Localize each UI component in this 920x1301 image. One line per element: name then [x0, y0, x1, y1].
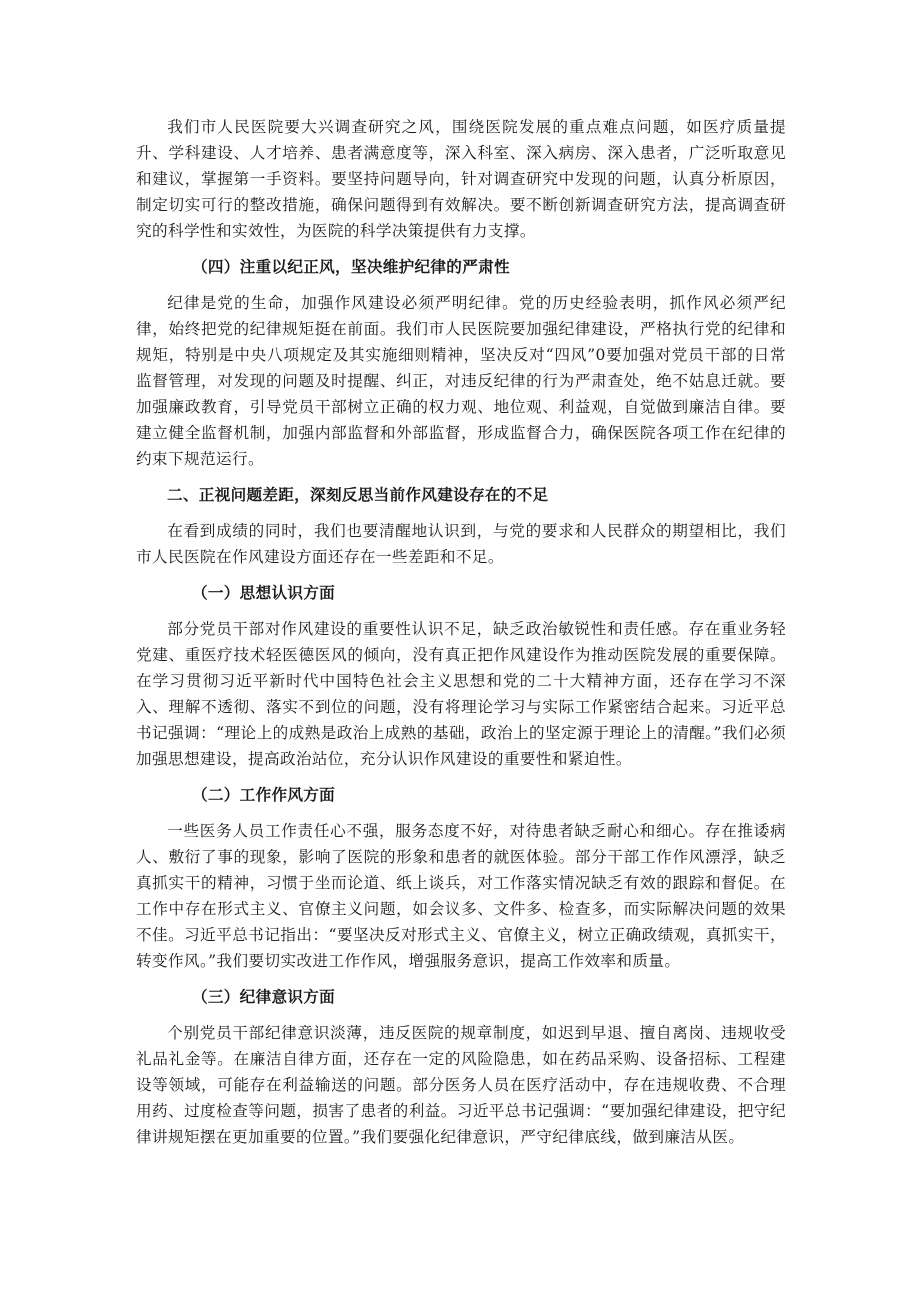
paragraph-research: 我们市人民医院要大兴调查研究之风，围绕医院发展的重点难点问题，如医疗质量提升、学科建设、人才培养、患者满意度等，深入科室、深入病房、深入患者，广泛听取意见和建议，掌握第一手资料。要坚持问题导向，针对调查研究中发现的问题，认真分析原因，制定切实可行的整改措施，确保问题得到有效解决。要不断创新调查研究方法，提高调查研究的科学性和实效性，为医院的科学决策提供有力支撑。: [136, 118, 786, 240]
paragraph-shortcomings-intro: 在看到成绩的同时，我们也要清醒地认识到，与党的要求和人民群众的期望相比，我们市人民医院在作风建设方面还存在一些差距和不足。: [136, 522, 786, 566]
paragraph-discipline-awareness: 个别党员干部纪律意识淡薄，违反医院的规章制度，如迟到早退、擅自离岗、违规收受礼品礼金等。在廉洁自律方面，还存在一定的风险隐患，如在药品采购、设备招标、工程建设等领域，可能存在利益输送的问题。部分医务人员在医疗活动中，存在违规收费、不合理用药、过度检查等问题，损害了患者的利益。习近平总书记强调：“要加强纪律建设，把守纪律讲规矩摆在更加重要的位置。”我们要强化纪律意识，严守纪律底线，做到廉洁从医。: [136, 1024, 786, 1146]
heading-section-two: 二、正视问题差距，深刻反思当前作风建设存在的不足: [167, 486, 549, 504]
heading-discipline-awareness: （三）纪律意识方面: [192, 988, 336, 1006]
heading-discipline-four: （四）注重以纪正风，坚决维护纪律的严肃性: [192, 258, 510, 276]
heading-ideology: （一）思想认识方面: [192, 584, 336, 602]
paragraph-discipline: 纪律是党的生命，加强作风建设必须严明纪律。党的历史经验表明，抓作风必须严纪律，始终把党的纪律规矩挺在前面。我们市人民医院要加强纪律建设，严格执行党的纪律和规矩，特别是中央八项规定及其实施细则精神，坚决反对“四风”0要加强对党员干部的日常监督管理，对发现的问题及时提醒、纠正，对违反纪律的行为严肃查处，绝不姑息迁就。要加强廉政教育，引导党员干部树立正确的权力观、地位观、利益观，自觉做到廉洁自律。要建立健全监督机制，加强内部监督和外部监督，形成监督合力，确保医院各项工作在纪律的约束下规范运行。: [136, 294, 786, 468]
document-body: [136, 114, 786, 1150]
paragraph-ideology: 部分党员干部对作风建设的重要性认识不足，缺乏政治敏锐性和责任感。存在重业务轻党建、重医疗技术轻医德医风的倾向，没有真正把作风建设作为推动医院发展的重要保障。在学习贯彻习近平新时代中国特色社会主义思想和党的二十大精神方面，还存在学习不深入、理解不透彻、落实不到位的问题，没有将理论学习与实际工作紧密结合起来。习近平总书记强调：“理论上的成熟是政治上成熟的基础，政治上的坚定源于理论上的清醒。”我们必须加强思想建设，提高政治站位，充分认识作风建设的重要性和紧迫性。: [136, 620, 786, 768]
paragraph-work-style: 一些医务人员工作责任心不强，服务态度不好，对待患者缺乏耐心和细心。存在推诿病人、敷衍了事的现象，影响了医院的形象和患者的就医体验。部分干部工作作风漂浮，缺乏真抓实干的精神，习惯于坐而论道、纸上谈兵，对工作落实情况缺乏有效的跟踪和督促。在工作中存在形式主义、官僚主义问题，如会议多、文件多、检查多，而实际解决问题的效果不佳。习近平总书记指出：“要坚决反对形式主义、官僚主义，树立正确政绩观，真抓实干，转变作风。”我们要切实改进工作作风，增强服务意识，提高工作效率和质量。: [136, 822, 786, 970]
heading-work-style: （二）工作作风方面: [192, 786, 336, 804]
